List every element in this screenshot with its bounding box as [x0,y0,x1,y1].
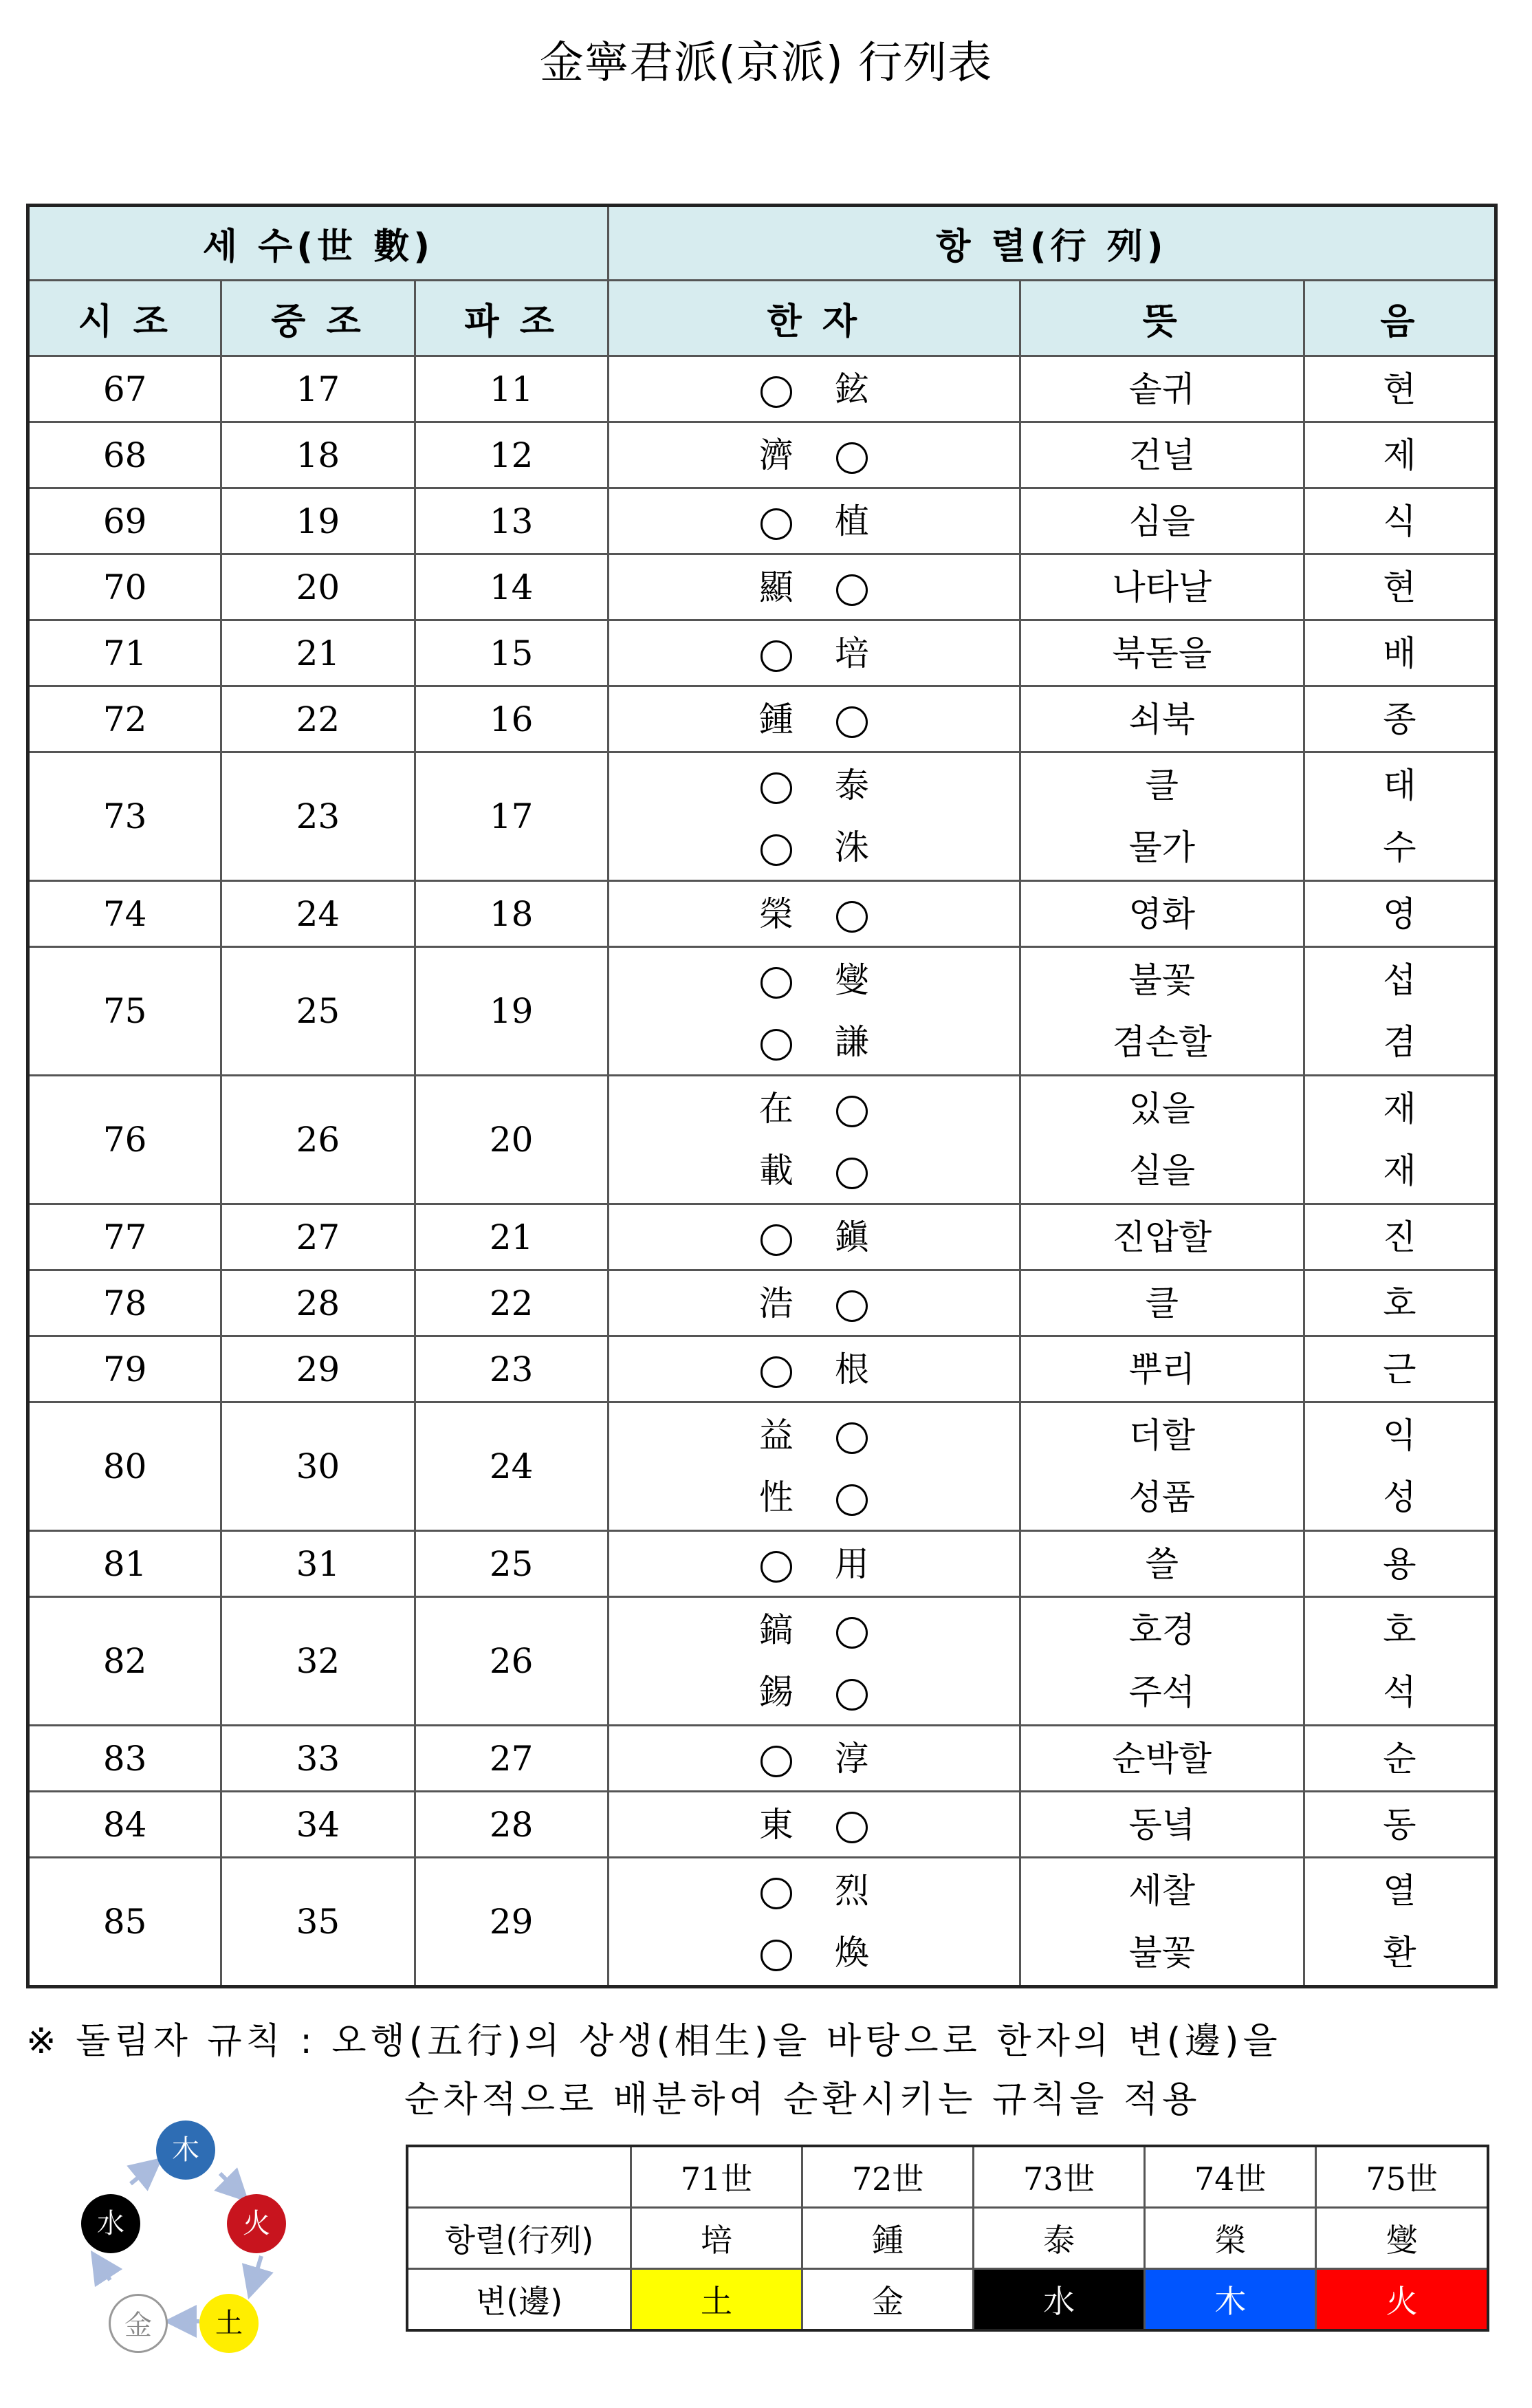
jungjo-cell: 28 [221,1270,415,1336]
hanja-char: 錫 [758,1672,794,1712]
sound-text: 용 [1383,1543,1416,1584]
meaning-text: 나타날 [1112,567,1212,607]
sound-cell [1304,1597,1496,1726]
sijo-cell: 77 [28,1204,221,1270]
placeholder-circle [738,1533,814,1595]
placeholder-circle [738,490,814,552]
circle-icon [760,640,792,672]
circle-icon [836,1617,868,1649]
placeholder-circle [738,1338,814,1400]
pajo-cell: 20 [415,1076,608,1204]
meaning-text: 북돋을 [1112,633,1212,673]
table-row [28,1402,1496,1531]
earth-element-node: 土 [199,2294,259,2353]
hanja-char: 榮 [758,893,794,934]
sound-cell [1304,422,1496,488]
meaning-text: 건널 [1128,435,1196,475]
hanja-cell [608,1726,1020,1792]
hanja-cell [608,554,1020,620]
sound-text: 식 [1383,501,1416,541]
placeholder-circle [814,1466,890,1528]
hanja-cell [608,1076,1020,1204]
meaning-header: 뜻 [1020,281,1304,356]
sound-text: 수 [1383,827,1416,867]
jungjo-cell: 21 [221,620,415,686]
placeholder-circle [814,424,890,486]
sound-text: 섭 [1383,960,1416,1000]
meaning-text: 뿌리 [1128,1349,1196,1389]
sound-cell [1304,1402,1496,1531]
table-row [28,752,1496,881]
pajo-cell: 22 [415,1270,608,1336]
meaning-text: 영화 [1128,893,1196,934]
meaning-text: 불꽃 [1128,960,1196,1000]
meaning-cell [1020,1597,1304,1726]
sound-text: 현 [1383,369,1416,409]
sijo-cell: 73 [28,752,221,881]
hanja-char: 東 [758,1804,794,1845]
sound-cell [1304,947,1496,1076]
sijo-cell: 71 [28,620,221,686]
hanja-cell [608,1402,1020,1531]
placeholder-circle [814,688,890,750]
byeon-cell: 木 [1145,2269,1316,2331]
sound-cell [1304,488,1496,554]
circle-icon [760,834,792,866]
meaning-cell [1020,1336,1304,1402]
pajo-cell: 16 [415,686,608,752]
sound-cell [1304,881,1496,947]
hangryeol-char-cell: 燮 [1316,2208,1488,2269]
circle-icon [760,1940,792,1971]
hanja-char: 謙 [834,1022,869,1062]
byeon-cell: 金 [802,2269,974,2331]
sijo-cell: 68 [28,422,221,488]
generation-cell: 71世 [631,2146,802,2208]
circle-icon [836,442,868,474]
hanja-cell [608,686,1020,752]
table-row [28,947,1496,1076]
meaning-text: 동녘 [1128,1804,1196,1845]
meaning-cell [1020,554,1304,620]
jungjo-cell: 32 [221,1597,415,1726]
meaning-cell [1020,686,1304,752]
sijo-cell: 83 [28,1726,221,1792]
hanja-char: 根 [834,1349,869,1389]
sound-cell [1304,554,1496,620]
sound-header: 음 [1304,281,1496,356]
page-title: 金寧君派(京派) 行列表 [539,38,993,89]
circle-icon [836,1679,868,1711]
hanja-char: 鍾 [758,699,794,739]
circle-icon [760,1029,792,1061]
hanja-cell [608,620,1020,686]
meaning-text: 쇠북 [1128,699,1196,739]
sijo-cell: 80 [28,1402,221,1531]
placeholder-circle [738,816,814,878]
hanja-cell [608,1336,1020,1402]
jungjo-cell: 24 [221,881,415,947]
meaning-text: 쓸 [1145,1543,1179,1584]
circle-icon [836,1290,868,1322]
byeon-cell: 水 [974,2269,1145,2331]
meaning-text: 솥귀 [1128,369,1196,409]
sound-cell [1304,1270,1496,1336]
fire-element-node: 火 [227,2194,286,2253]
table-row [28,1270,1496,1336]
sijo-cell: 76 [28,1076,221,1204]
placeholder-circle [814,1794,890,1856]
byeon-cell: 土 [631,2269,802,2331]
hanja-char: 用 [834,1543,869,1584]
placeholder-circle [814,556,890,618]
hanja-cell [608,1204,1020,1270]
meaning-cell [1020,1531,1304,1597]
meaning-cell [1020,422,1304,488]
circle-icon [836,706,868,738]
pajo-cell: 18 [415,881,608,947]
meaning-cell [1020,1204,1304,1270]
sound-text: 근 [1383,1349,1416,1389]
hanja-cell [608,881,1020,947]
hanja-cell [608,947,1020,1076]
byeon-row-label: 변(邊) [407,2269,631,2331]
pajo-cell: 14 [415,554,608,620]
pajo-cell: 24 [415,1402,608,1531]
circle-icon [760,772,792,804]
jungjo-cell: 22 [221,686,415,752]
jungjo-cell: 27 [221,1204,415,1270]
placeholder-circle [738,949,814,1011]
hanja-cell [608,422,1020,488]
pajo-cell: 29 [415,1858,608,1987]
table-row [28,1531,1496,1597]
sound-text: 환 [1383,1933,1416,1973]
byeon-cell: 火 [1316,2269,1488,2331]
pajo-cell: 13 [415,488,608,554]
jungjo-cell: 19 [221,488,415,554]
pajo-header: 파 조 [415,281,608,356]
placeholder-circle [738,1922,814,1984]
table-row [28,686,1496,752]
sound-text: 진 [1383,1217,1416,1257]
hangryeol-group-header: 항 렬(行 列) [608,206,1496,281]
sound-cell [1304,1858,1496,1987]
hanja-char: 烈 [834,1871,869,1911]
hanja-cell [608,1858,1020,1987]
table-row [28,1726,1496,1792]
sound-text: 열 [1383,1871,1416,1911]
jungjo-cell: 35 [221,1858,415,1987]
hangryeol-table [26,204,1498,1988]
sijo-header: 시 조 [28,281,221,356]
meaning-cell [1020,620,1304,686]
circle-icon [760,967,792,999]
generation-cell: 73世 [974,2146,1145,2208]
table-row [28,1204,1496,1270]
sound-cell [1304,752,1496,881]
sijo-cell: 69 [28,488,221,554]
rule-note-line2: 순차적으로 배분하여 순환시키는 규칙을 적용 [404,2079,1201,2120]
hangryeol-char-cell: 鍾 [802,2208,974,2269]
sijo-cell: 84 [28,1792,221,1858]
generation-cell: 74世 [1145,2146,1316,2208]
circle-icon [836,1422,868,1454]
table-row [28,1597,1496,1726]
circle-icon [836,1158,868,1189]
meaning-text: 호경 [1128,1610,1196,1650]
placeholder-circle [814,1272,890,1334]
placeholder-circle [738,622,814,684]
hanja-char: 培 [834,633,869,673]
placeholder-circle [738,1860,814,1922]
sound-text: 호 [1383,1610,1416,1650]
placeholder-circle [814,883,890,945]
placeholder-circle [738,755,814,816]
meaning-cell [1020,1858,1304,1987]
jungjo-cell: 33 [221,1726,415,1792]
jungjo-cell: 23 [221,752,415,881]
sijo-cell: 74 [28,881,221,947]
circle-icon [760,1356,792,1388]
table-row [28,554,1496,620]
hanja-cell [608,1270,1020,1336]
meaning-text: 물가 [1128,827,1196,867]
sound-text: 호 [1383,1283,1416,1323]
sijo-cell: 78 [28,1270,221,1336]
hanja-char: 泰 [834,766,869,805]
sijo-cell: 82 [28,1597,221,1726]
sijo-cell: 79 [28,1336,221,1402]
meaning-cell [1020,1076,1304,1204]
meaning-text: 주석 [1128,1672,1196,1712]
wood-element-node: 木 [156,2120,215,2180]
meaning-text: 진압할 [1112,1217,1212,1257]
meaning-cell [1020,752,1304,881]
sound-cell [1304,1204,1496,1270]
sijo-cell: 85 [28,1858,221,1987]
jungjo-cell: 26 [221,1076,415,1204]
table-row [28,620,1496,686]
pajo-cell: 17 [415,752,608,881]
meaning-cell [1020,947,1304,1076]
hangryeol-row-label: 항렬(行列) [407,2208,631,2269]
pajo-cell: 26 [415,1597,608,1726]
meaning-cell [1020,1792,1304,1858]
meaning-text: 클 [1145,1283,1179,1323]
table-row [28,1336,1496,1402]
circle-icon [760,508,792,540]
meaning-text: 세찰 [1128,1871,1196,1911]
jungjo-cell: 30 [221,1402,415,1531]
meaning-text: 실을 [1128,1151,1196,1191]
hanja-char: 淳 [834,1738,869,1779]
circle-icon [760,1224,792,1256]
hanja-char: 燮 [834,960,869,1000]
circle-icon [836,1812,868,1843]
hanja-cell [608,1531,1020,1597]
jungjo-cell: 17 [221,356,415,422]
meaning-text: 겸손할 [1112,1022,1212,1062]
meaning-text: 더할 [1128,1415,1196,1455]
jungjo-cell: 34 [221,1792,415,1858]
sound-cell [1304,1076,1496,1204]
hanja-char: 鉉 [834,369,869,409]
sound-text: 배 [1383,633,1416,673]
jungjo-cell: 18 [221,422,415,488]
sound-cell [1304,1726,1496,1792]
table-row [28,356,1496,422]
jungjo-cell: 20 [221,554,415,620]
table-row [28,422,1496,488]
sound-text: 영 [1383,893,1416,934]
table-row [28,1792,1496,1858]
circle-icon [836,901,868,933]
water-element-node: 水 [81,2194,140,2253]
sijo-cell: 67 [28,356,221,422]
byeon-row [407,2269,1488,2331]
hanja-char: 在 [758,1089,794,1129]
hanja-cell [608,752,1020,881]
jungjo-cell: 25 [221,947,415,1076]
meaning-text: 불꽃 [1128,1933,1196,1973]
pajo-cell: 27 [415,1726,608,1792]
placeholder-circle [738,1206,814,1268]
sound-text: 익 [1383,1415,1416,1455]
table-row [28,881,1496,947]
placeholder-circle [814,1404,890,1466]
hanja-char: 浩 [758,1283,794,1323]
circle-icon [836,574,868,606]
pajo-cell: 15 [415,620,608,686]
sound-cell [1304,1336,1496,1402]
meaning-cell [1020,356,1304,422]
sijo-cell: 75 [28,947,221,1076]
hanja-char: 顯 [758,567,794,607]
circle-icon [836,1484,868,1516]
sound-cell [1304,620,1496,686]
meaning-cell [1020,1402,1304,1531]
sound-text: 재 [1383,1151,1416,1191]
hanja-cell [608,356,1020,422]
sijo-cell: 81 [28,1531,221,1597]
sound-text: 겸 [1383,1022,1416,1062]
table-row [28,1858,1496,1987]
hanja-char: 載 [758,1151,794,1191]
hangryeol-char-cell: 榮 [1145,2208,1316,2269]
hangryeol-char-cell: 泰 [974,2208,1145,2269]
pajo-cell: 23 [415,1336,608,1402]
hangryeol-char-cell: 培 [631,2208,802,2269]
jungjo-header: 중 조 [221,281,415,356]
circle-icon [836,1096,868,1127]
hanja-cell [608,1792,1020,1858]
hanja-char: 濟 [758,435,794,475]
pajo-cell: 11 [415,356,608,422]
sound-cell [1304,356,1496,422]
sound-cell [1304,686,1496,752]
sound-text: 태 [1383,766,1416,805]
empty-corner-cell [407,2146,631,2208]
hanja-char: 性 [758,1477,794,1517]
jungjo-cell: 29 [221,1336,415,1402]
circle-icon [760,1746,792,1777]
five-elements-cycle [62,2118,323,2366]
meaning-cell [1020,488,1304,554]
sijo-cell: 72 [28,686,221,752]
sijo-cell: 70 [28,554,221,620]
metal-element-node: 金 [109,2294,168,2353]
meaning-text: 심을 [1128,501,1196,541]
sound-text: 제 [1383,435,1416,475]
placeholder-circle [814,1661,890,1723]
hanja-cell [608,1597,1020,1726]
circle-icon [760,1551,792,1583]
sound-text: 순 [1383,1738,1416,1779]
pajo-cell: 28 [415,1792,608,1858]
meaning-cell [1020,881,1304,947]
table-row [28,488,1496,554]
circle-icon [760,1878,792,1909]
circle-icon [760,376,792,408]
meaning-cell [1020,1726,1304,1792]
jungjo-cell: 31 [221,1531,415,1597]
hanja-char: 鎭 [834,1217,869,1257]
sound-text: 동 [1383,1804,1416,1845]
generation-group-header: 세 수(世 數) [28,206,609,281]
placeholder-circle [738,358,814,420]
sound-cell [1304,1531,1496,1597]
hanja-char: 洙 [834,827,869,867]
sound-text: 재 [1383,1089,1416,1129]
hanja-cell [608,488,1020,554]
element-assignment-table [406,2145,1489,2332]
meaning-text: 클 [1145,766,1179,805]
hanja-char: 植 [834,501,869,541]
pajo-cell: 12 [415,422,608,488]
hangryeol-row [407,2208,1488,2269]
pajo-cell: 19 [415,947,608,1076]
generation-cell: 72世 [802,2146,974,2208]
generation-cell: 75世 [1316,2146,1488,2208]
rule-note-line1: ※ 돌림자 규칙 : 오행(五行)의 상생(相生)을 바탕으로 한자의 변(邊)을 [26,2021,1282,2062]
sound-text: 종 [1383,699,1416,739]
generation-row [407,2146,1488,2208]
placeholder-circle [814,1599,890,1661]
placeholder-circle [814,1140,890,1202]
hanja-char: 益 [758,1415,794,1455]
pajo-cell: 25 [415,1531,608,1597]
pajo-cell: 21 [415,1204,608,1270]
placeholder-circle [738,1728,814,1790]
meaning-text: 있을 [1128,1089,1196,1129]
hanja-char: 鎬 [758,1610,794,1650]
meaning-cell [1020,1270,1304,1336]
sound-cell [1304,1792,1496,1858]
table-row [28,1076,1496,1204]
hanja-header: 한 자 [608,281,1020,356]
sound-text: 현 [1383,567,1416,607]
sound-text: 성 [1383,1477,1416,1517]
meaning-text: 성품 [1128,1477,1196,1517]
hanja-char: 煥 [834,1933,869,1973]
placeholder-circle [738,1011,814,1073]
meaning-text: 순박할 [1112,1738,1212,1779]
sound-text: 석 [1383,1672,1416,1712]
placeholder-circle [814,1078,890,1140]
